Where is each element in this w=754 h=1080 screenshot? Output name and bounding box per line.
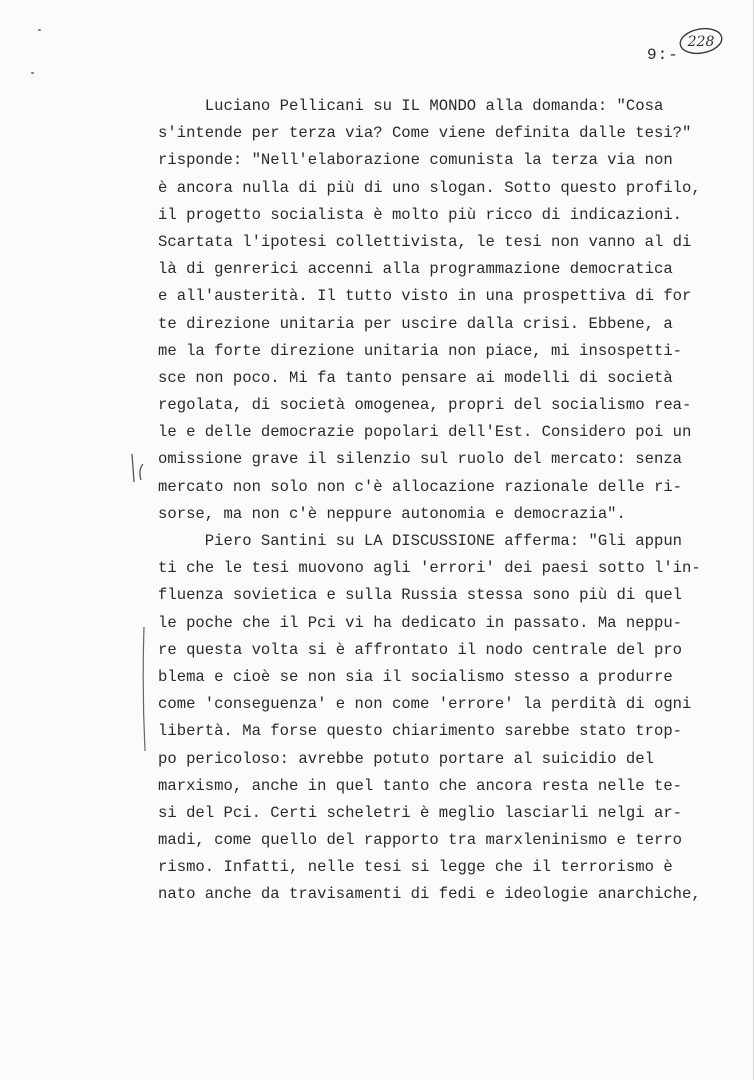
text-line: me la forte direzione unitaria non piace, mi insospetti-: [158, 341, 683, 360]
paper-speck: [31, 72, 34, 74]
text-line: là di genrerici accenni alla programmazione democratica: [158, 260, 673, 279]
page-number: 9:-: [647, 46, 679, 64]
text-line: re questa volta si è affrontato il nodo centrale del pro: [158, 640, 683, 659]
text-line: omissione grave il silenzio sul ruolo del mercato: senza: [158, 450, 683, 469]
archive-number: 228: [687, 34, 715, 50]
text-line: regolata, di società omogenea, propri del socialismo rea-: [158, 396, 692, 415]
document-body: [158, 93, 718, 909]
text-line: il progetto socialista è molto più ricco di indicazioni.: [158, 205, 683, 224]
text-line: è ancora nulla di più di uno slogan. Sotto questo profilo,: [158, 178, 701, 197]
text-line: libertà. Ma forse questo chiarimento sarebbe stato trop-: [158, 722, 683, 741]
text-line: po pericoloso: avrebbe potuto portare al suicidio del: [158, 749, 654, 768]
text-line: blema e cioè se non sia il socialismo stesso a produrre: [158, 667, 673, 686]
margin-mark-bracket-line: [138, 625, 152, 753]
text-line: te direzione unitaria per uscire dalla crisi. Ebbene, a: [158, 314, 673, 333]
text-line: come 'conseguenza' e non come 'errore' la perdità di ogni: [158, 695, 692, 714]
text-line: rismo. Infatti, nelle tesi si legge che il terrorismo è: [158, 858, 673, 877]
text-line: si del Pci. Certi scheletri è meglio lasciarli nelgi ar-: [158, 803, 683, 822]
text-line: fluenza sovietica e sulla Russia stessa sono più di quel: [158, 586, 683, 605]
text-line: sorse, ma non c'è neppure autonomia e democrazia".: [158, 504, 626, 523]
text-line: madi, come quello del rapporto tra marxleninismo e terro: [158, 831, 683, 850]
paper-speck: [38, 29, 41, 31]
text-line: marxismo, anche in quel tanto che ancora resta nelle te-: [158, 776, 683, 795]
text-line: Piero Santini su LA DISCUSSIONE afferma: "Gli appun: [158, 532, 683, 550]
text-line: sce non poco. Mi fa tanto pensare ai modelli di società: [158, 368, 673, 387]
archive-number-stamp: [678, 26, 724, 56]
text-line: Luciano Pellicani su IL MONDO alla domanda: "Cosa: [158, 97, 664, 115]
text-line: e all'austerità. Il tutto visto in una prospettiva di for: [158, 287, 692, 306]
text-line: le poche che il Pci vi ha dedicato in passato. Ma neppu-: [158, 613, 683, 632]
margin-mark-check: [126, 452, 150, 486]
text-line: le e delle democrazie popolari dell'Est. Considero poi un: [158, 423, 692, 442]
text-line: mercato non solo non c'è allocazione razionale delle ri-: [158, 477, 683, 496]
text-line: nato anche da travisamenti di fedi e ideologie anarchiche,: [158, 885, 701, 904]
text-line: risponde: "Nell'elaborazione comunista la terza via non: [158, 151, 673, 170]
text-line: ti che le tesi muovono agli 'errori' dei paesi sotto l'in-: [158, 559, 701, 578]
text-line: Scartata l'ipotesi collettivista, le tesi non vanno al di: [158, 232, 692, 251]
text-line: s'intende per terza via? Come viene definita dalle tesi?": [158, 124, 692, 143]
